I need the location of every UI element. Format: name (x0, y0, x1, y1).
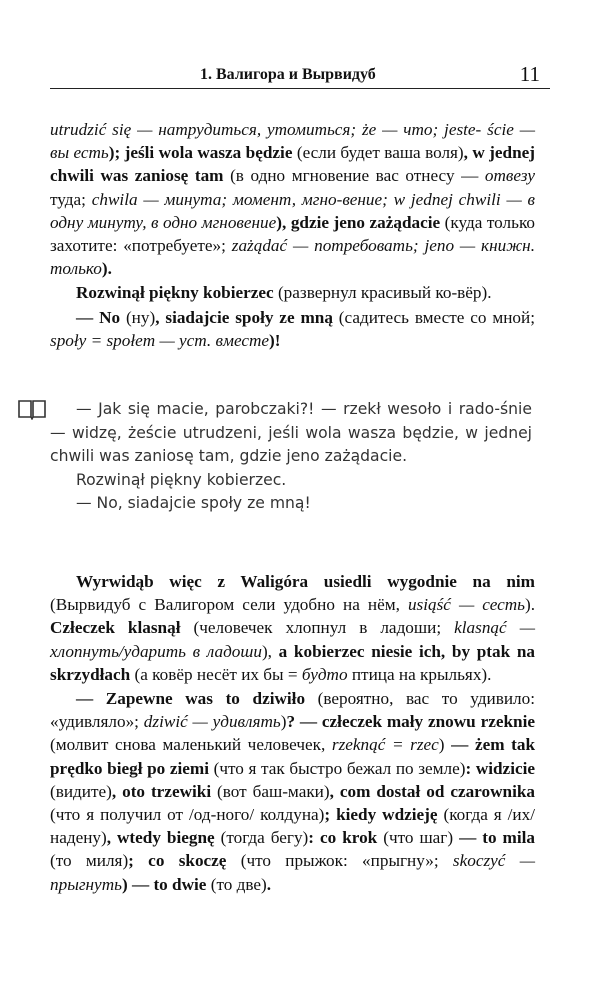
open-book-icon (17, 398, 47, 420)
polish-phrase: ) — to dwie (121, 874, 207, 894)
polish-phrase: ; co skoczę (128, 851, 227, 871)
translation: (что шаг) (377, 828, 460, 848)
polish-phrase: : widzicie (465, 758, 535, 778)
translation: (куда только захотите: «потребуете»; (50, 212, 536, 256)
polish-phrase: — to mila (459, 828, 535, 848)
translation: (вероятно, вас то удивило: «удивляло»; (50, 689, 535, 732)
polish-phrase: , com dostał od czarownika (329, 781, 535, 801)
polish-phrase: , wtedy biegnę (106, 828, 215, 848)
translation: (вот баш-маки) (211, 781, 330, 801)
reading-text-block (50, 398, 532, 516)
gloss: dziwić — удивлять (143, 712, 281, 732)
polish-phrase: gdzie jeno zażądacie (290, 212, 441, 232)
translation: (видите) (50, 781, 112, 801)
translation: ) (280, 712, 287, 732)
gloss: klasnąć — хлопнуть/ударить в ладоши (50, 618, 535, 661)
polish-phrase: , w jednej chwili was zaniosę tam (50, 143, 535, 186)
punct: ). (101, 259, 112, 279)
polish-phrase: Wyrwidąb więc z Waligóra usiedli wygodnie na nim (76, 572, 535, 591)
translation: (молвит снова маленький человечек, (50, 735, 332, 755)
gloss: społy = społem — уст. вместе (50, 330, 270, 350)
paragraph-5 (50, 687, 535, 896)
punct: ); (108, 143, 125, 163)
reading-line-1: — Jak się macie, parobczaki?! — rzekł wesoło i rado-śnie — widzę, żeście utrudzeni, jeśli wola wasza będzie, w jednej chwili was zaniosę tam, gdzie jeno zażądacie. (50, 400, 532, 466)
translation: (то миля) (50, 851, 129, 871)
translation: (садитесь вместе со мной; (332, 307, 535, 327)
translation: (если будет ваша воля) (292, 143, 464, 163)
polish-phrase: jeśli wola wasza będzie (124, 143, 293, 163)
gloss: skoczyć — прыгнуть (50, 851, 535, 894)
paragraph-4 (50, 570, 535, 686)
translation: (ну) (120, 307, 156, 327)
translation: (что я так быстро бежал по земле) (209, 758, 466, 778)
gloss: zażądać — потребовать; jeno — книжн. только (50, 236, 536, 279)
running-header (50, 60, 550, 89)
translation: ). (524, 595, 535, 615)
translation: (тогда бегу) (214, 828, 309, 848)
polish-phrase: ? — człeczek mały znowu rzeknie (286, 712, 535, 732)
polish-phrase: Człeczek klasnął (50, 618, 181, 638)
translation: ) (438, 735, 452, 755)
translation: (развернул красивый ко-вёр). (273, 283, 492, 303)
translation: (что я получил от /од-ного/ колдуна) (50, 805, 325, 825)
translation: (в одно мгновение вас отнесу — (223, 166, 485, 186)
polish-phrase: — Zapewne was to dziwiło (76, 689, 306, 709)
translation: (а ковёр несёт их бы = (130, 664, 302, 684)
polish-phrase: , siadajcie społy ze mną (155, 307, 333, 327)
punct: )! (269, 330, 281, 350)
translation: (когда я /их/ надену) (50, 805, 535, 848)
commentary-block-top (50, 118, 535, 352)
translation: (что прыжок: «прыгну»; (226, 851, 453, 871)
gloss: usiąść — сесть (407, 595, 525, 615)
polish-phrase: — żem tak prędko biegł po ziemi (50, 735, 536, 778)
gloss: utrudzić się — натрудиться, утомиться; że — что; jeste- (50, 120, 482, 139)
polish-phrase: a kobierzec niesie ich, by ptak na skrzydłach (50, 641, 535, 684)
paragraph-3 (50, 306, 535, 352)
reading-line-3: — No, siadajcie społy ze mną! (76, 494, 311, 513)
translation: (Вырвидуб с Валигором сели удобно на нём, (50, 595, 408, 615)
punct: ), (276, 212, 287, 232)
translation: птица на крыльях). (347, 664, 492, 684)
commentary-block-bottom (50, 570, 535, 896)
gloss: ście — вы есть (50, 120, 536, 163)
gloss: будто (301, 664, 348, 684)
polish-phrase: — No (76, 307, 121, 327)
polish-phrase: Rozwinął piękny kobierzec (76, 283, 274, 303)
polish-phrase: : co krok (308, 828, 378, 848)
chapter-title: 1. Валигора и Вырвидуб (200, 66, 376, 83)
paragraph-2 (50, 281, 535, 304)
punct: . (266, 874, 272, 894)
polish-phrase: , oto trzewiki (111, 781, 212, 801)
gloss: chwila — минута; момент, мгно-вение; w jednej chwili — в одну минуту, в одно мгновение (50, 189, 535, 232)
gloss: rzeknąć = rzec (331, 735, 439, 755)
translation: туда; (50, 189, 92, 209)
translation: (то две) (206, 874, 267, 894)
gloss: отвезу (484, 166, 535, 186)
translation: (человечек хлопнул в ладоши; (180, 618, 455, 638)
translation: ), (261, 641, 279, 661)
polish-phrase: ; kiedy wdzieję (324, 805, 438, 825)
reading-line-2: Rozwinął piękny kobierzec. (76, 470, 287, 489)
page-number: 11 (519, 62, 540, 86)
paragraph-1 (50, 118, 535, 280)
